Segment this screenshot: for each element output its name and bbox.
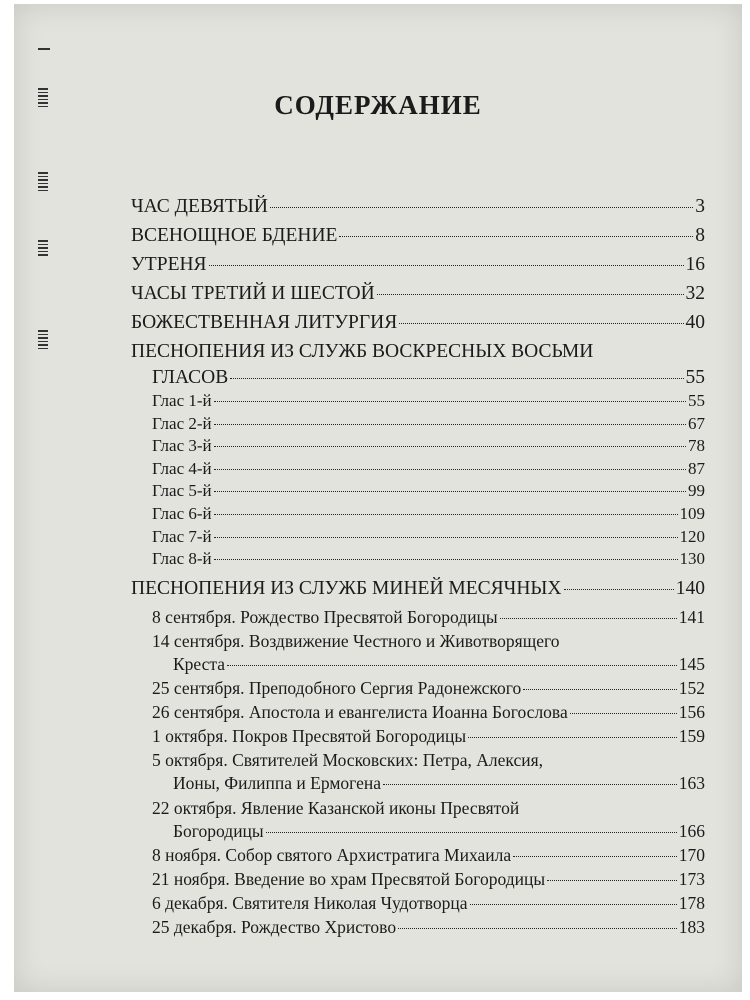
toc-entry-page: 145 [678,653,705,674]
toc-entry-title: 8 ноября. Собор святого Архистратига Михаила [152,844,512,865]
toc-entry [131,283,705,312]
leader-dots [547,880,677,881]
toc-entry-page: 32 [685,283,705,304]
leader-dots [230,378,683,379]
toc-entry-page: 141 [678,606,705,627]
toc-entry-title: ЧАСЫ ТРЕТИЙ И ШЕСТОЙ [131,283,375,304]
toc-entry-page: 67 [688,413,705,433]
toc-entry-page: 87 [688,458,705,478]
toc-entry-continuation [131,367,705,391]
leader-dots [227,665,677,666]
toc-entry-title-cont: Ионы, Филиппа и Ермогена [173,772,382,793]
leader-dots [214,401,686,402]
toc-entry-title: ЧАС ДЕВЯТЫЙ [131,196,268,217]
leader-dots [377,294,684,295]
leader-dots [339,236,693,237]
leader-dots [500,618,677,619]
leader-dots [214,559,678,560]
leader-dots [513,856,677,857]
toc-subentry [131,436,705,459]
leader-dots [214,514,678,515]
leader-dots [214,469,686,470]
edge-mark [38,172,48,193]
toc-entry-title: ПЕСНОПЕНИЯ ИЗ СЛУЖБ ВОСКРЕСНЫХ ВОСЬМИ [131,341,594,362]
toc-entry-title: 26 сентября. Апостола и евангелиста Иоанна Богослова [152,701,568,722]
toc-entry-page: 130 [679,549,705,569]
leader-dots [523,689,676,690]
toc-entry-title: Глас 1-й [152,391,212,410]
toc-entry-title: ПЕСНОПЕНИЯ ИЗ СЛУЖБ МИНЕЙ МЕСЯЧНЫХ [131,577,562,599]
toc-entry-title: Глас 6-й [152,503,212,523]
leader-dots [399,323,683,324]
toc-subentry [131,750,705,773]
leader-dots [266,832,677,833]
leader-dots [383,784,677,785]
leader-dots [214,446,686,447]
toc-entry-title: Глас 4-й [152,458,212,478]
toc-entry-page: 166 [678,820,705,841]
toc-entry-page: 78 [688,436,705,456]
toc-entry-continuation [131,654,705,678]
toc-entry-page: 55 [685,367,705,388]
toc-entry-continuation [131,821,705,845]
toc-entry-page: 40 [685,312,705,333]
toc-entry-title: Глас 2-й [152,413,212,433]
toc-entry-title-cont: Богородицы [173,820,264,841]
toc-entry-page: 8 [695,225,705,246]
edge-mark [38,240,48,258]
leader-dots [270,207,693,208]
toc-entry-title: 1 октября. Покров Пресвятой Богородицы [152,725,467,746]
toc-subentry [131,726,705,750]
toc-entry-title: Глас 3-й [152,436,212,456]
leader-dots [214,537,678,538]
toc-entry-title: 22 октября. Явление Казанской иконы Пресвятой [152,797,520,818]
toc-entry-page: 120 [679,526,705,546]
toc-entry-title: 21 ноября. Введение во храм Пресвятой Богородицы [152,868,546,889]
leader-dots [564,589,674,590]
toc-entry-continuation [131,773,705,798]
toc-entry-title: УТРЕНЯ [131,254,207,275]
toc-entry-page: 152 [678,677,705,698]
toc-entry [131,341,705,367]
toc-entry-page: 173 [678,868,705,889]
toc-subentry [131,549,705,572]
toc-entry-page: 99 [688,481,705,501]
toc-subentry [131,504,705,527]
toc-entry [131,254,705,283]
toc-entry-page: 156 [678,701,705,722]
leader-dots [470,904,677,905]
table-of-contents [131,196,705,941]
toc-entry-title: 8 сентября. Рождество Пресвятой Богородицы [152,606,498,627]
toc-entry [131,312,705,341]
toc-entry-page: 140 [675,577,705,599]
toc-entry-title: БОЖЕСТВЕННАЯ ЛИТУРГИЯ [131,312,398,333]
toc-entry-title-cont: ГЛАСОВ [152,367,229,388]
toc-entry-title: 25 сентября. Преподобного Сергия Радонежского [152,677,522,698]
toc-entry-page: 163 [678,772,705,793]
toc-subentry [131,391,705,414]
toc-entry-page: 109 [679,503,705,523]
toc-entry-title: Глас 5-й [152,481,212,501]
book-page [14,4,742,992]
leader-dots [209,265,684,266]
toc-entry-page: 16 [685,254,705,275]
toc-subentry [131,527,705,550]
edge-mark [38,330,48,351]
toc-entry-title: 6 декабря. Святителя Николая Чудотворца [152,892,468,913]
toc-subentry [131,798,705,821]
toc-entry-title: Глас 7-й [152,526,212,546]
toc-subentry [131,917,705,941]
toc-entry-title: 5 октября. Святителей Московских: Петра, Алексия, [152,749,544,770]
leader-dots [570,713,677,714]
toc-subentry [131,869,705,893]
leader-dots [214,424,686,425]
toc-subentry [131,481,705,504]
toc-subentry [131,414,705,437]
edge-mark [38,48,48,52]
toc-entry-page: 170 [678,844,705,865]
toc-entry-page: 55 [688,391,705,410]
toc-entry-title: 25 декабря. Рождество Христово [152,916,397,937]
toc-subentry [131,678,705,702]
toc-entry-page: 3 [695,196,705,217]
page-edge-marks [38,4,52,992]
toc-entry-page: 183 [678,916,705,937]
toc-entry-title: Глас 8-й [152,549,212,569]
toc-entry-title: ВСЕНОЩНОЕ БДЕНИЕ [131,225,338,246]
toc-entry-title-cont: Креста [173,653,226,674]
toc-entry-page: 159 [678,725,705,746]
leader-dots [398,928,677,929]
toc-subentry [131,631,705,654]
toc-entry [131,225,705,254]
toc-subentry [131,845,705,869]
toc-subentry [131,459,705,482]
toc-entry [131,196,705,225]
leader-dots [214,491,686,492]
toc-entry [131,578,705,607]
toc-entry-title: 14 сентября. Воздвижение Честного и Животворящего [152,630,560,651]
page-title: СОДЕРЖАНИЕ [274,90,482,120]
toc-subentry [131,893,705,917]
leader-dots [468,737,677,738]
toc-subentry [131,607,705,631]
toc-entry-page: 178 [678,892,705,913]
toc-subentry [131,702,705,726]
